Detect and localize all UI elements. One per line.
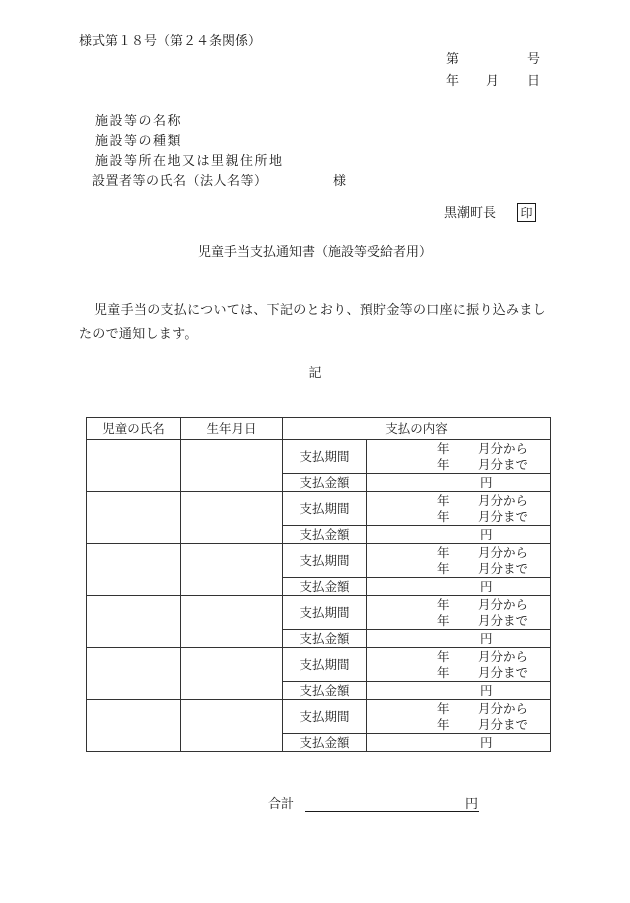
child-name-cell[interactable] [87,648,181,700]
header-payment-details: 支払の内容 [283,418,551,440]
period-label: 支払期間 [283,648,367,682]
period-from-year: 年 [437,493,450,508]
yen-unit: 円 [480,579,493,594]
yen-unit: 円 [480,527,493,542]
document-title: 児童手当支払通知書（施設等受給者用） [197,245,432,260]
period-label: 支払期間 [283,700,367,734]
form-number: 様式第１８号（第２４条関係） [79,34,262,49]
period-from-year: 年 [437,441,450,456]
body-text-line-2: たので通知します。 [79,327,198,342]
document-number-suffix: 号 [527,52,541,67]
period-to-month: 月分まで [478,717,529,732]
period-to-year: 年 [437,457,450,472]
birth-date-cell[interactable] [181,700,283,752]
seal-box: 印 [517,203,536,222]
period-to-month: 月分まで [478,457,529,472]
amount-value-cell[interactable] [367,734,551,752]
period-to-month: 月分まで [478,613,529,628]
facility-name-label: 施設等の名称 [95,114,183,129]
period-from-month: 月分から [478,441,529,456]
amount-label: 支払金額 [283,630,367,648]
period-to-year: 年 [437,561,450,576]
facility-address-label: 施設等所在地又は里親住所地 [95,154,284,169]
amount-label: 支払金額 [283,734,367,752]
period-label: 支払期間 [283,596,367,630]
period-value-cell[interactable] [367,544,551,578]
table-row [87,492,551,526]
child-name-cell[interactable] [87,492,181,544]
period-from-year: 年 [437,701,450,716]
birth-date-cell[interactable] [181,440,283,492]
period-to-year: 年 [437,665,450,680]
period-value-cell[interactable] [367,440,551,474]
table-row [87,648,551,682]
facility-type-label: 施設等の種類 [95,134,183,149]
amount-value-cell[interactable] [367,630,551,648]
period-value-cell[interactable] [367,648,551,682]
date-month-label: 月 [486,74,500,89]
period-label: 支払期間 [283,544,367,578]
birth-date-cell[interactable] [181,544,283,596]
child-name-cell[interactable] [87,544,181,596]
period-from-month: 月分から [478,701,529,716]
header-birth-date: 生年月日 [181,418,283,440]
yen-unit: 円 [480,631,493,646]
amount-value-cell[interactable] [367,682,551,700]
date-day-label: 日 [527,74,541,89]
child-name-cell[interactable] [87,700,181,752]
amount-value-cell[interactable] [367,578,551,596]
payment-table [86,417,551,752]
period-from-year: 年 [437,649,450,664]
table-row [87,440,551,474]
amount-value-cell[interactable] [367,474,551,492]
honorific-label: 様 [333,174,347,189]
period-from-year: 年 [437,597,450,612]
birth-date-cell[interactable] [181,492,283,544]
amount-label: 支払金額 [283,526,367,544]
ki-heading: 記 [308,366,322,381]
period-from-month: 月分から [478,597,529,612]
amount-label: 支払金額 [283,474,367,492]
owner-name-label: 設置者等の氏名（法人名等） [92,174,268,189]
table-row [87,596,551,630]
document-number-label: 第 [446,52,460,67]
table-row [87,700,551,734]
date-year-label: 年 [446,74,460,89]
issuer-name: 黒潮町長 [444,206,497,221]
child-name-cell[interactable] [87,596,181,648]
header-child-name: 児童の氏名 [87,418,181,440]
period-value-cell[interactable] [367,596,551,630]
yen-unit: 円 [480,683,493,698]
table-row [87,544,551,578]
total-yen-unit: 円 [465,797,479,812]
period-from-month: 月分から [478,649,529,664]
amount-label: 支払金額 [283,578,367,596]
body-text-line-1: 児童手当の支払については、下記のとおり、預貯金等の口座に振り込みまし [94,303,546,318]
yen-unit: 円 [480,475,493,490]
period-to-month: 月分まで [478,509,529,524]
table-header-row [87,418,551,440]
total-amount-field[interactable] [305,811,479,812]
birth-date-cell[interactable] [181,648,283,700]
period-label: 支払期間 [283,492,367,526]
period-to-month: 月分まで [478,665,529,680]
period-to-year: 年 [437,613,450,628]
total-label: 合計 [268,797,295,812]
period-to-year: 年 [437,717,450,732]
yen-unit: 円 [480,735,493,750]
birth-date-cell[interactable] [181,596,283,648]
payment-table-body [87,440,551,752]
period-to-month: 月分まで [478,561,529,576]
period-value-cell[interactable] [367,700,551,734]
period-from-year: 年 [437,545,450,560]
period-value-cell[interactable] [367,492,551,526]
amount-label: 支払金額 [283,682,367,700]
amount-value-cell[interactable] [367,526,551,544]
period-from-month: 月分から [478,545,529,560]
period-label: 支払期間 [283,440,367,474]
child-name-cell[interactable] [87,440,181,492]
period-to-year: 年 [437,509,450,524]
period-from-month: 月分から [478,493,529,508]
